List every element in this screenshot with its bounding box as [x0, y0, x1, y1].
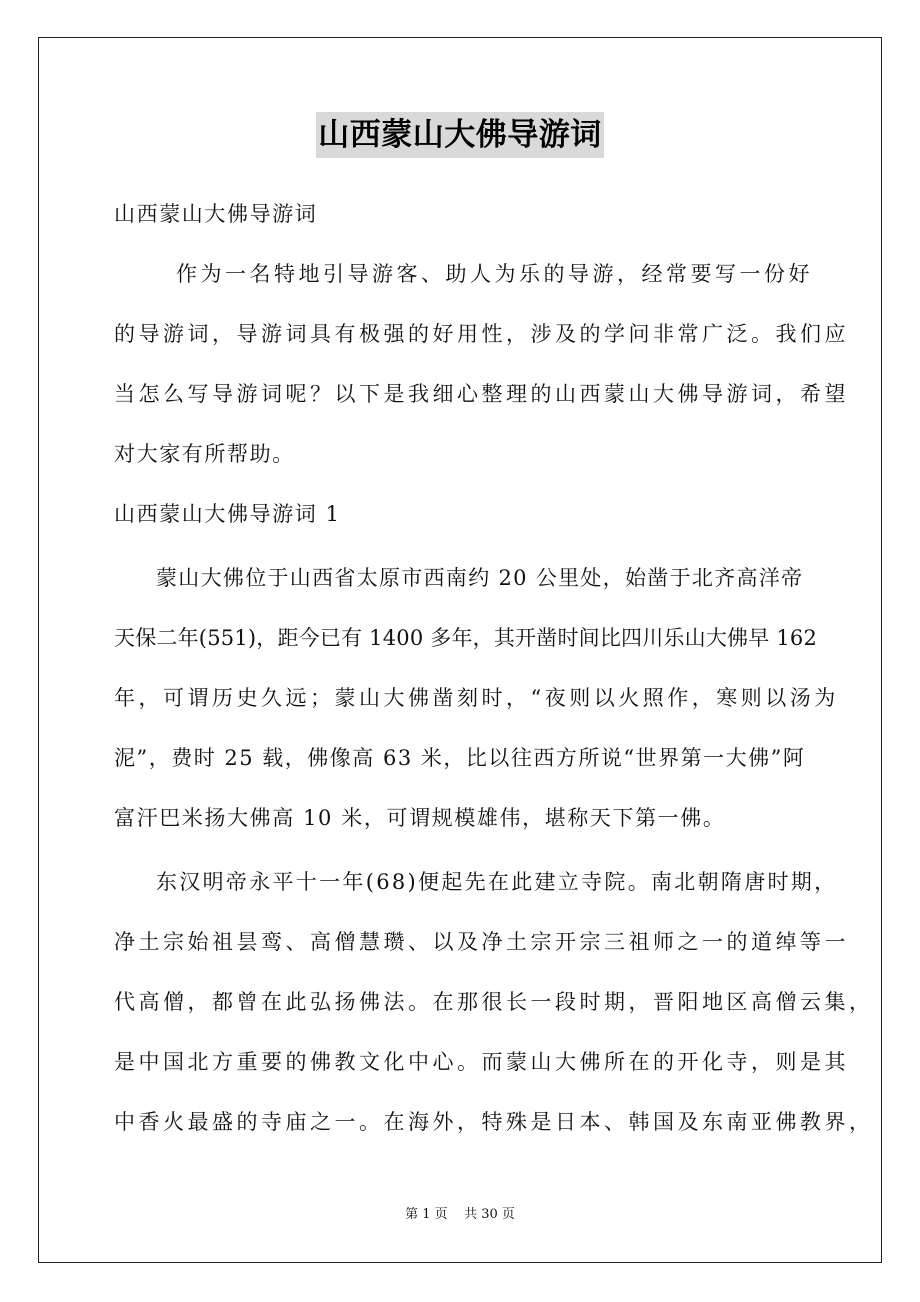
paragraph2-line-3: 代高僧，都曾在此弘扬佛法。在那很长一段时期，晋阳地区高僧云集，	[114, 990, 874, 1014]
document-subtitle: 山西蒙山大佛导游词	[114, 202, 318, 226]
page-number-footer: 第 1 页 共 30 页	[405, 1207, 515, 1222]
paragraph1-line-4: 泥”，费时 25 载，佛像高 63 米，比以往西方所说“世界第一大佛”阿	[114, 746, 806, 770]
intro-line-1: 作为一名特地引导游客、助人为乐的导游，经常要写一份好	[176, 262, 813, 286]
paragraph2-line-4: 是中国北方重要的佛教文化中心。而蒙山大佛所在的开化寺，则是其	[114, 1050, 849, 1074]
paragraph2-line-2: 净土宗始祖昙鸾、高僧慧瓒、以及净土宗开宗三祖师之一的道绰等一	[114, 930, 849, 954]
intro-line-4: 对大家有所帮助。	[114, 442, 295, 466]
paragraph1-line-5: 富汗巴米扬大佛高 10 米，可谓规模雄伟，堪称天下第一佛。	[114, 806, 726, 830]
paragraph2-line-5: 中香火最盛的寺庙之一。在海外，特殊是日本、韩国及东南亚佛教界，	[114, 1110, 874, 1134]
paragraph1-line-1: 蒙山大佛位于山西省太原市西南约 20 公里处，始凿于北齐高洋帝	[156, 566, 804, 590]
intro-line-2: 的导游词，导游词具有极强的好用性，涉及的学问非常广泛。我们应	[114, 322, 849, 346]
paragraph2-line-1: 东汉明帝永平十一年(68)便起先在此建立寺院。南北朝隋唐时期，	[156, 870, 838, 894]
title-container	[0, 112, 920, 158]
intro-line-3: 当怎么写导游词呢？以下是我细心整理的山西蒙山大佛导游词，希望	[114, 382, 849, 406]
section-heading: 山西蒙山大佛导游词 1	[114, 502, 341, 526]
paragraph1-line-3: 年，可谓历史久远；蒙山大佛凿刻时，“夜则以火照作，寒则以汤为	[114, 686, 839, 710]
paragraph1-line-2: 天保二年(551)，距今已有 1400 多年，其开凿时间比四川乐山大佛早 162	[114, 626, 818, 650]
document-title: 山西蒙山大佛导游词	[316, 112, 604, 158]
